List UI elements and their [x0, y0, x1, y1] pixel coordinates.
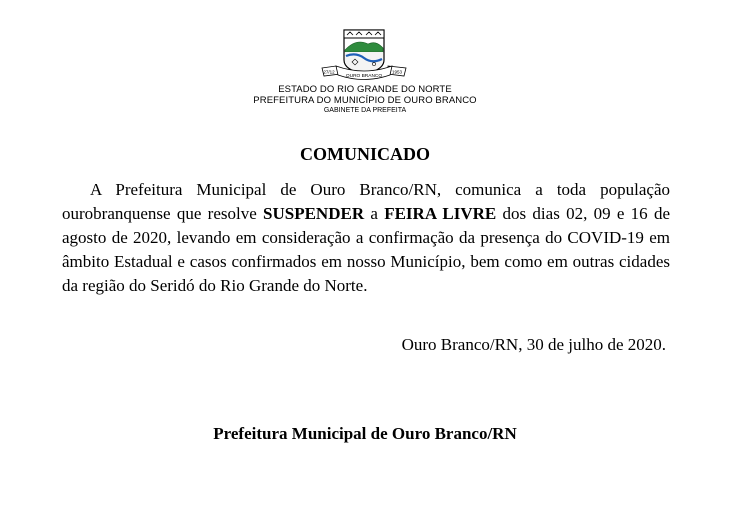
- letterhead-office: GABINETE DA PREFEITA: [323, 107, 407, 114]
- body-text-part3: dos dias 02, 09 e 16 de agosto de 2020, levando em consideração a confirmação da presença do COVID-19 em âmbito Estadual e casos confirmados em nosso Município, bem como em outras cidades da região do Seridó do Rio Grande do Norte.: [62, 204, 670, 295]
- letterhead-state: ESTADO DO RIO GRANDE DO NORTE: [278, 84, 452, 95]
- crest-ribbon-center: OURO BRANCO: [345, 74, 383, 79]
- document-title: COMUNICADO: [300, 144, 430, 164]
- body-bold-feira-livre: FEIRA LIVRE: [384, 204, 497, 223]
- municipal-coat-of-arms: [316, 26, 412, 84]
- body-text-part2: a: [364, 204, 385, 223]
- letterhead: [0, 84, 730, 115]
- body-bold-suspender: SUSPENDER: [263, 204, 365, 223]
- body-text-part1: A Prefeitura Municipal de Ouro Branco/RN, comunica a toda população ourobranquense que resolve: [62, 180, 670, 223]
- place-and-date: Ouro Branco/RN, 30 de julho de 2020.: [401, 335, 666, 354]
- announcement-body: [62, 178, 670, 298]
- crest-ribbon-right: 1953: [391, 69, 403, 75]
- letterhead-municipality: PREFEITURA DO MUNICÍPIO DE OURO BRANCO: [253, 95, 477, 106]
- signature-block: Prefeitura Municipal de Ouro Branco/RN: [213, 424, 517, 443]
- crest-ribbon-left: 27/12: [323, 69, 335, 75]
